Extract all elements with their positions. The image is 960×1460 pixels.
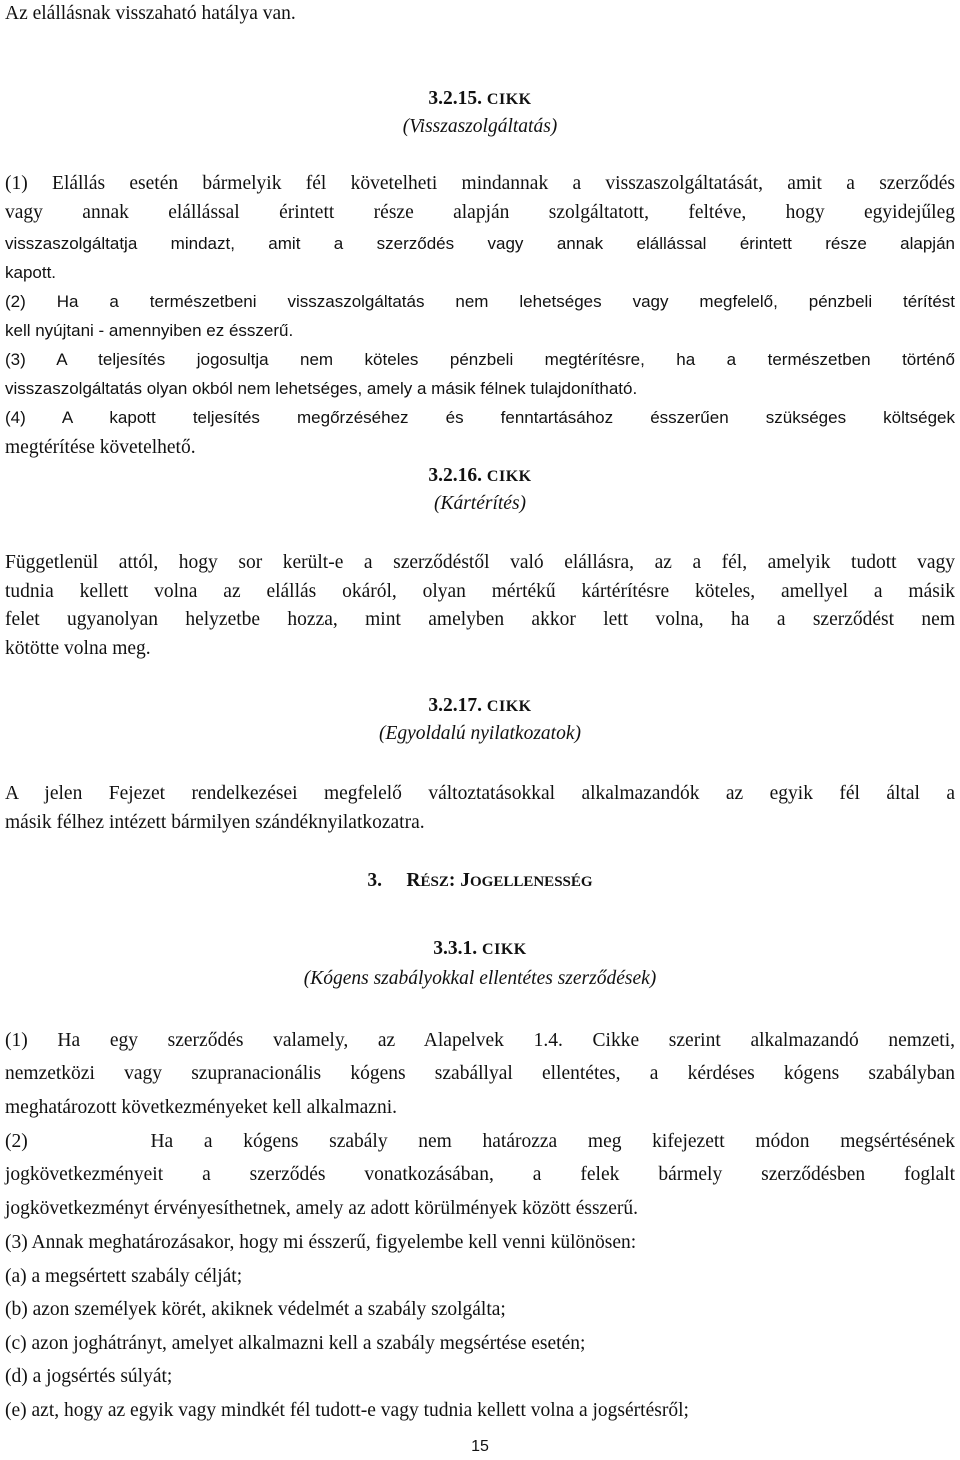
article-cikk-label: CIKK [486,91,532,108]
paragraph-line: meghatározott következményeket kell alkalmazni. [5,1097,397,1118]
paragraph-line: (3) A teljesítés jogosultja nem köteles pénzbeli megtérítésre, ha a természetben történő [5,350,955,369]
paragraph-line: jogkövetkezményt érvényesíthetnek, amely az adott körülmények között ésszerű. [5,1198,638,1219]
intro-text: Az elállásnak visszaható hatálya van. [5,3,296,24]
article-title: (Kártérítés) [433,493,527,514]
paragraph-line: (1) Elállás esetén bármelyik fél követelheti mindannak a visszaszolgáltatását, amit a szerződés [5,173,955,194]
article-heading-3-2-17 [0,694,960,719]
paragraph-line: (2) Ha a természetbeni visszaszolgáltatás nem lehetséges vagy megfelelő, pénzbeli térítést [5,292,955,311]
paragraph-line: (2) Ha a kógens szabály nem határozza meg kifejezett módon megsértésének [5,1131,955,1152]
article-number: 3.2.16. [428,465,483,486]
article-title: (Egyoldalú nyilatkozatok) [379,723,581,744]
part-heading: 3. RÉSZ: JOGELLENESSÉG [367,870,593,891]
paragraph-line: A jelen Fejezet rendelkezései megfelelő változtatásokkal alkalmazandók az egyik fél által a [5,783,955,804]
list-item: (e) azt, hogy az egyik vagy mindkét fél tudott-e vagy tudnia kellett volna a jogsértésről; [5,1400,689,1421]
article-number: 3.2.17. [428,695,483,716]
article-number: 3.3.1. [433,938,478,959]
paragraph-line: visszaszolgáltatás olyan okból nem lehetséges, amely a másik félnek tulajdonítható. [5,379,638,398]
part-number: 3. [367,870,383,891]
list-item: (b) azon személyek körét, akiknek védelmét a szabály szolgálta; [5,1299,506,1320]
paragraph-line: (4) A kapott teljesítés megőrzéséhez és fenntartásához ésszerűen szükséges költségek [5,408,955,427]
paragraph-line: kapott. [5,263,57,282]
paragraph-line: felet ugyanolyan helyzetbe hozza, mint amelyben akkor lett volna, ha a szerződést nem [5,609,955,630]
paragraph-line: tudnia kellett volna az elállás okáról, olyan mértékű kártérítésre köteles, amellyel a másik [5,581,955,602]
paragraph-line: nemzetközi vagy szupranacionális kógens szabállyal ellentétes, a kérdéses kógens szabályban [5,1063,955,1084]
paragraph-line: visszaszolgáltatja mindazt, amit a szerződés vagy annak elállással érintett része alapján [5,234,955,253]
article-cikk-label: CIKK [486,468,532,485]
paragraph-line: (3) Annak meghatározásakor, hogy mi ésszerű, figyelembe kell venni különösen: [5,1232,637,1253]
article-number: 3.2.15. [428,88,483,109]
paragraph-line: kötötte volna meg. [5,638,151,659]
article-title: (Visszaszolgáltatás) [402,116,558,137]
list-item: (a) a megsértett szabály célját; [5,1266,243,1287]
paragraph-line: jogkövetkezményeit a szerződés vonatkozásában, a felek bármely szerződésben foglalt [5,1164,955,1185]
paragraph-line: Függetlenül attól, hogy sor került-e a szerződéstől való elállásra, az a fél, amelyik tudott vagy [5,552,955,573]
paragraph-line: vagy annak elállással érintett része alapján szolgáltatott, feltéve, hogy egyidejűleg [5,202,955,223]
article-cikk-label: CIKK [482,941,527,958]
paragraph-line: kell nyújtani - amennyiben ez ésszerű. [5,321,294,340]
paragraph-line: másik félhez intézett bármilyen szándéknyilatkozatra. [5,812,425,833]
article-heading-3-2-15 [0,87,960,112]
article-heading-3-3-1 [0,937,960,962]
article-heading-3-2-16 [0,464,960,489]
paragraph-line: megtérítése követelhető. [5,437,196,458]
article-title: (Kógens szabályokkal ellentétes szerződések) [303,968,657,989]
list-item: (d) a jogsértés súlyát; [5,1366,173,1387]
paragraph-line: (1) Ha egy szerződés valamely, az Alapelvek 1.4. Cikke szerint alkalmazandó nemzeti, [5,1030,955,1051]
page-number: 15 [471,1438,489,1455]
article-cikk-label: CIKK [486,698,532,715]
list-item: (c) azon joghátrányt, amelyet alkalmazni kell a szabály megsértése esetén; [5,1333,586,1354]
